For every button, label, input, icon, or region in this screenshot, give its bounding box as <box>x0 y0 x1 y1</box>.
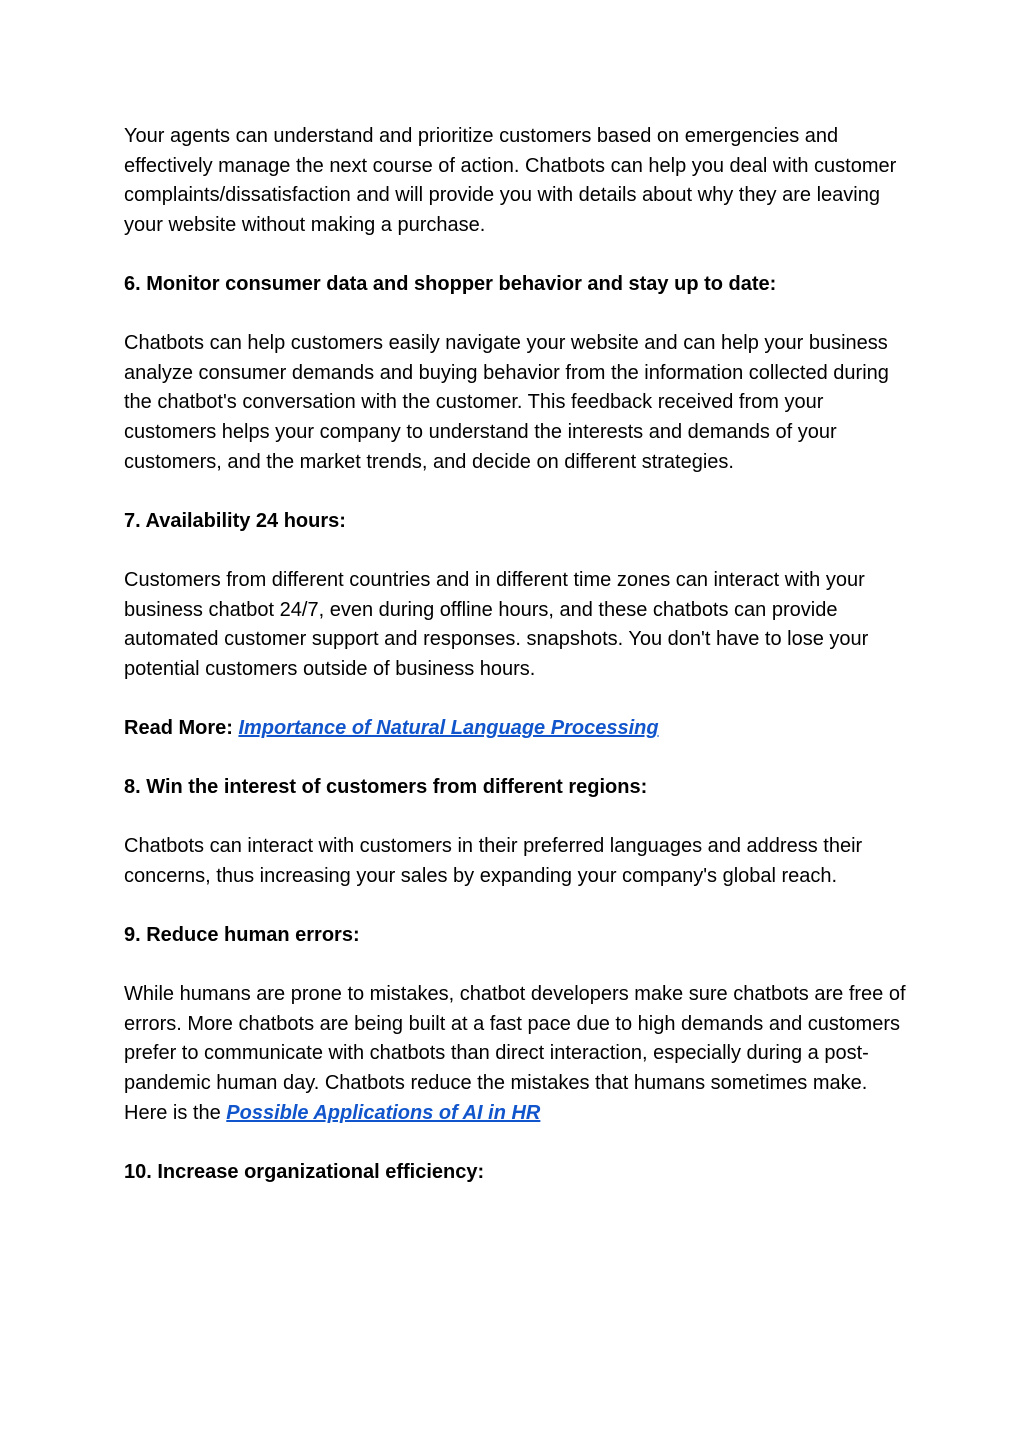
ai-in-hr-link[interactable]: Possible Applications of AI in HR <box>226 1101 541 1124</box>
section-9-paragraph <box>124 980 914 1128</box>
section-7-paragraph: Customers from different countries and in different time zones can interact with your business chatbot 24/7, even during offline hours, and these chatbots can provide automated customer support and responses. snapshots. You don't have to lose your potential customers outside of business hours. <box>124 568 869 680</box>
section-10-heading: 10. Increase organizational efficiency: <box>124 1160 485 1183</box>
section-8-paragraph: Chatbots can interact with customers in their preferred languages and address their concerns, thus increasing your sales by expanding your company's global reach. <box>124 835 863 887</box>
section-9-heading: 9. Reduce human errors: <box>124 924 360 947</box>
intro-paragraph: Your agents can understand and prioritize customers based on emergencies and effectively manage the next course of action. Chatbots can help you deal with customer complaints/dissatisfaction and will provide you with details about why they are leaving your website without making a purchase. <box>124 125 897 236</box>
section-9-text: While humans are prone to mistakes, chatbot developers make sure chatbots are free of errors. More chatbots are being built at a fast pace due to high demands and customers prefer to communicate with chatbots than direct interaction, especially during a post-pandemic human day. Chatbots reduce the mistakes that humans sometimes make. Here is the <box>124 983 906 1124</box>
read-more-label: Read More: <box>124 716 233 739</box>
section-6-heading: 6. Monitor consumer data and shopper behavior and stay up to date: <box>124 272 777 295</box>
section-8-heading: 8. Win the interest of customers from different regions: <box>124 776 648 799</box>
document-page <box>124 122 914 1217</box>
nlp-importance-link[interactable]: Importance of Natural Language Processing <box>238 716 659 739</box>
section-7-heading: 7. Availability 24 hours: <box>124 509 346 532</box>
section-6-paragraph: Chatbots can help customers easily navigate your website and can help your business analyze consumer demands and buying behavior from the information collected during the chatbot's conversation with the customer. This feedback received from your customers helps your company to understand the interests and demands of your customers, and the market trends, and decide on different strategies. <box>124 332 889 473</box>
read-more-line <box>124 714 914 744</box>
